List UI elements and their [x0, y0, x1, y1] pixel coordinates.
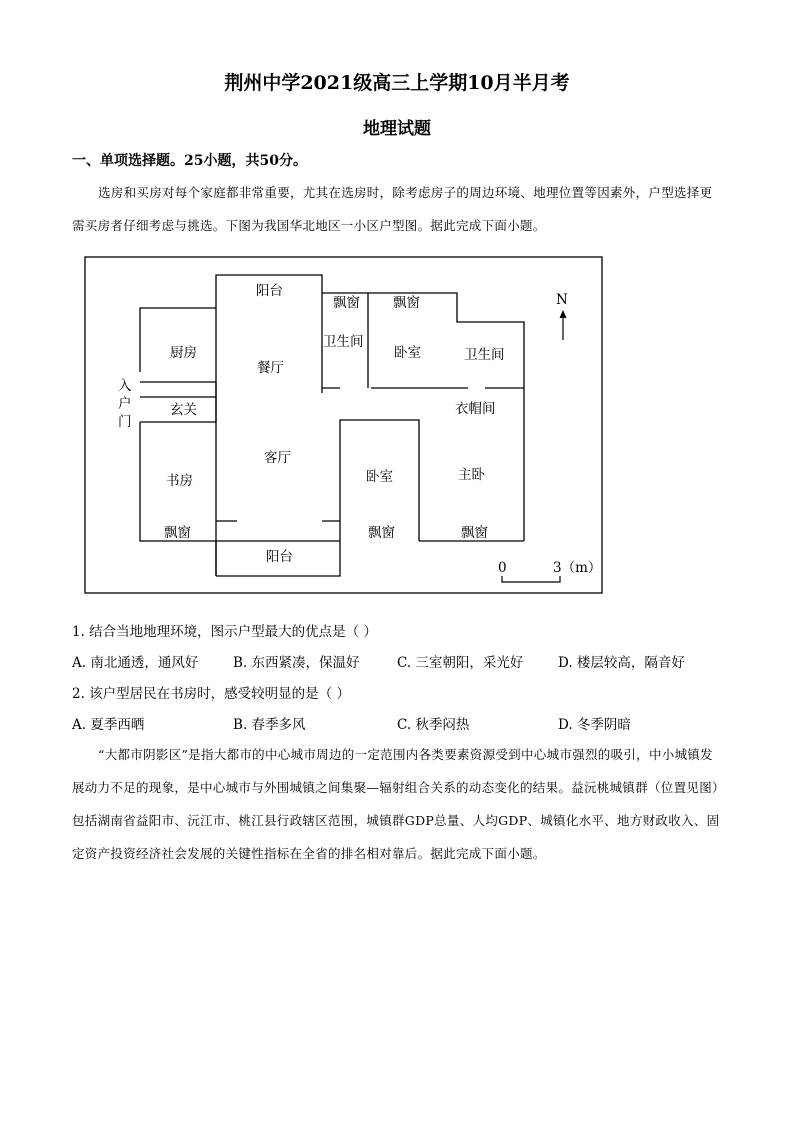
- room-label-closet: 衣帽间: [455, 401, 496, 417]
- room-label-dining: 餐厅: [257, 360, 284, 376]
- page-subtitle: 地理试题: [363, 119, 431, 139]
- room-label-balcony-bottom: 阳台: [266, 549, 293, 565]
- q2-option-a: A. 夏季西晒: [72, 717, 145, 733]
- room-label-balcony-top: 阳台: [256, 283, 283, 299]
- room-label-bath2: 卫生间: [464, 347, 505, 363]
- page-title: 荆州中学2021级高三上学期10月半月考: [224, 72, 570, 94]
- room-label-study: 书房: [166, 473, 193, 489]
- room-label-bay1: 飘窗: [333, 295, 360, 311]
- intro-paragraph-1: 选房和买房对每个家庭都非常重要，尤其在选房时，除考虑房子的周边环境、地理位置等因素外，户型选择更需买房者仔细考虑与挑选。下图为我国华北地区一小区户型图。据此完成下面小题。: [72, 185, 713, 233]
- room-label-bay2: 飘窗: [393, 295, 420, 311]
- section-heading: 一、单项选择题。25小题，共50分。: [72, 153, 307, 169]
- q1-option-d: D. 楼层较高，隔音好: [558, 655, 685, 671]
- room-label-bay3: 飘窗: [164, 525, 191, 541]
- scale-end: 3（m）: [553, 560, 602, 576]
- room-label-bedroom1: 卧室: [394, 345, 421, 361]
- scale-bar: [502, 576, 560, 582]
- north-arrow-icon: [560, 310, 567, 340]
- north-label: N: [556, 292, 568, 308]
- q1-option-c: C. 三室朝阳，采光好: [397, 655, 524, 671]
- q1-option-b: B. 东西紧凑，保温好: [233, 655, 360, 671]
- q1-option-a: A. 南北通透，通风好: [72, 655, 199, 671]
- room-label-entry-1: 入: [118, 378, 132, 394]
- room-label-entry-3: 门: [118, 414, 132, 430]
- scale-start: 0: [498, 560, 507, 576]
- room-label-master: 主卧: [458, 467, 485, 483]
- room-label-kitchen: 厨房: [170, 345, 197, 361]
- q2-option-d: D. 冬季阴暗: [558, 717, 631, 733]
- room-label-foyer: 玄关: [170, 402, 197, 418]
- room-label-bay5: 飘窗: [461, 525, 488, 541]
- q2-option-c: C. 秋季闷热: [397, 717, 470, 733]
- question-1-stem: 1. 结合当地地理环境，图示户型最大的优点是（ ）: [72, 624, 377, 640]
- room-label-bedroom2: 卧室: [366, 469, 393, 485]
- q2-option-b: B. 春季多风: [233, 717, 306, 733]
- room-label-bath1: 卫生间: [323, 334, 364, 350]
- intro-paragraph-2: “大都市阴影区”是指大都市的中心城市周边的一定范围内各类要素资源受到中心城市强烈的吸引，中小城镇发展动力不足的现象，是中心城市与外围城镇之间集聚—辐射组合关系的动态变化的结果。益沅桃城镇群（位置见图）包括湖南省益阳市、沅江市、桃江县行政辖区范围，城镇群GDP总量、人均GDP、城镇化水平、地方财政收入、固定资产投资经济社会发展的关键性指标在全省的排名相对靠后。据此完成下面小题。: [72, 747, 720, 861]
- room-label-living: 客厅: [264, 450, 291, 466]
- room-label-entry-2: 户: [118, 396, 132, 412]
- room-label-bay4: 飘窗: [368, 525, 395, 541]
- question-2-stem: 2. 该户型居民在书房时，感受较明显的是（ ）: [72, 686, 350, 702]
